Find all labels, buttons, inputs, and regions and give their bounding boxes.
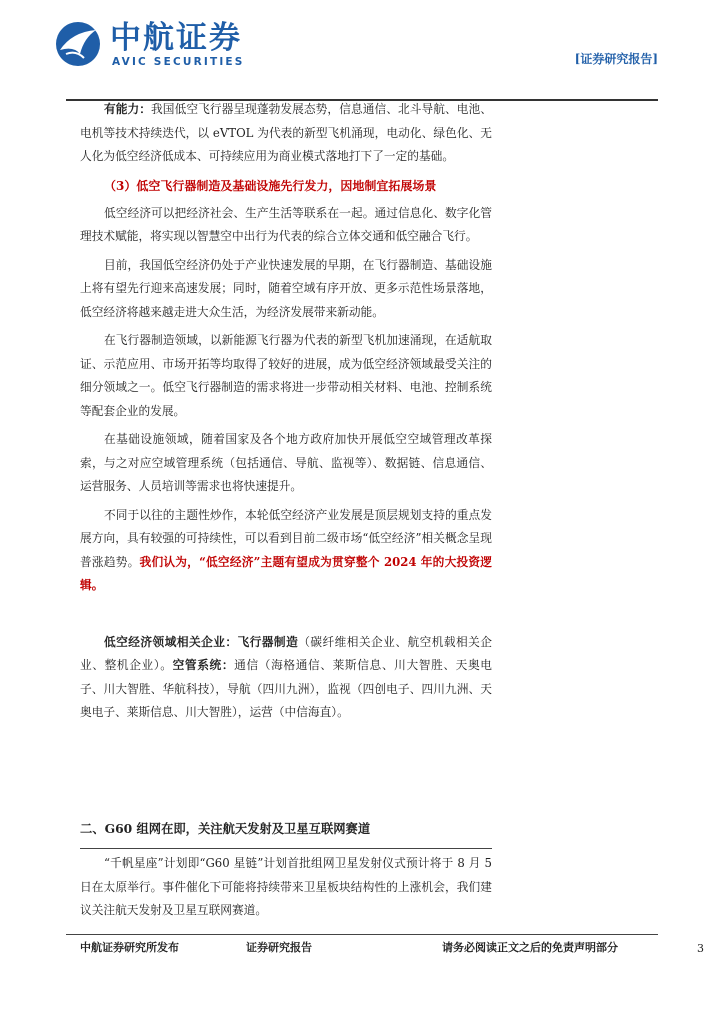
paragraph-text: 不同于以往的主题性炒作，本轮低空经济产业发展是顶层规划支持的重点发展方向，具有较强的可持续性，可以看到目前二级市场“低空经济”相关概念呈现普涨趋势。 (80, 507, 492, 569)
paragraph-lead: 有能力： (104, 102, 152, 116)
page-number: 3 (697, 942, 704, 955)
paragraph-investment-view (80, 504, 492, 598)
paragraph-capability (80, 98, 492, 169)
spacer (80, 603, 492, 631)
report-type-tag: [证券研究报告] (574, 52, 658, 66)
subsection-heading: （3）低空飞行器制造及基础设施先行发力，因地制宜拓展场景 (104, 178, 437, 193)
paragraph-text: 我国低空飞行器呈现蓬勃发展态势，信息通信、北斗导航、电池、电机等技术持续迭代，以 eVTOL 为代表的新型飞机涌现，电动化、绿色化、无人化为低空经济低成本、可持续应用为商业模式落地打下了一定的基础。 (80, 102, 492, 163)
footer-divider (66, 934, 658, 935)
avic-emblem-icon (54, 20, 102, 68)
paragraph-related-companies (80, 631, 492, 725)
category-label: 飞行器制造 (237, 634, 299, 649)
paragraph-satellite: “千帆星座”计划即“G60 星链”计划首批组网卫星发射仪式预计将于 8 月 5 日在太原举行。事件催化下可能将持续带来卫星板块结构性的上涨机会，我们建议关注航天发射及卫星互联网赛道。 (80, 856, 492, 917)
paragraph-integration: 低空经济可以把经济社会、生产生活等联系在一起。通过信息化、数字化管理技术赋能，将实现以智慧空中出行为代表的综合立体交通和低空融合飞行。 (80, 205, 492, 243)
section-divider (80, 848, 492, 849)
category-label: 空管系统： (172, 658, 235, 672)
section-content (80, 852, 492, 928)
logo-chinese-name: 中航证券 (110, 20, 242, 56)
main-content (80, 98, 492, 730)
paragraph-current-stage: 目前，我国低空经济仍处于产业快速发展的早期，在飞行器制造、基础设施上将有望先行迎来高速发展；同时，随着空域有序开放、更多示范性场景落地，低空经济将越来越走进大众生活，为经济发展带来新动能。 (80, 257, 492, 319)
footer-report-type: 证券研究报告 (246, 941, 312, 954)
logo-english-name: AVIC SECURITIES (112, 56, 245, 68)
paragraph-aircraft-manufacturing: 在飞行器制造领域，以新能源飞行器为代表的新型飞机加速涌现，在适航取证、示范应用、市场开拓等均取得了较好的进展，成为低空经济领域最受关注的细分领域之一。低空飞行器制造的需求将进一步带动相关材料、电池、控制系统等配套企业的发展。 (80, 333, 492, 418)
section-heading: 二、G60 组网在即，关注航天发射及卫星互联网赛道 (80, 821, 371, 836)
company-logo (54, 20, 254, 72)
paragraph-lead: 低空经济领域相关企业： (104, 634, 238, 649)
footer-publisher: 中航证券研究所发布 (80, 941, 179, 954)
footer-disclaimer-note: 请务必阅读正文之后的免责声明部分 (442, 941, 618, 954)
highlight-conclusion: 我们认为，“低空经济”主题有望成为贯穿整个 2024 年的大投资逻辑。 (80, 554, 492, 592)
paragraph-infrastructure: 在基础设施领域，随着国家及各个地方政府加快开展低空空域管理改革探索，与之对应空域管理系统（包括通信、导航、监视等）、数据链、信息通信、运营服务、人员培训等需求也将快速提升。 (80, 432, 492, 493)
paragraph-text: 通信（海格通信、莱斯信息、川大智胜、天奥电子、川大智胜、华航科技），导航（四川九洲），监视（四创电子、四川九洲、天奥电子、莱斯信息、川大智胜），运营（中信海直）。 (80, 658, 492, 719)
paragraph-text: （碳纤维相关企业、航空机载相关企业、整机企业）。 (80, 634, 492, 672)
